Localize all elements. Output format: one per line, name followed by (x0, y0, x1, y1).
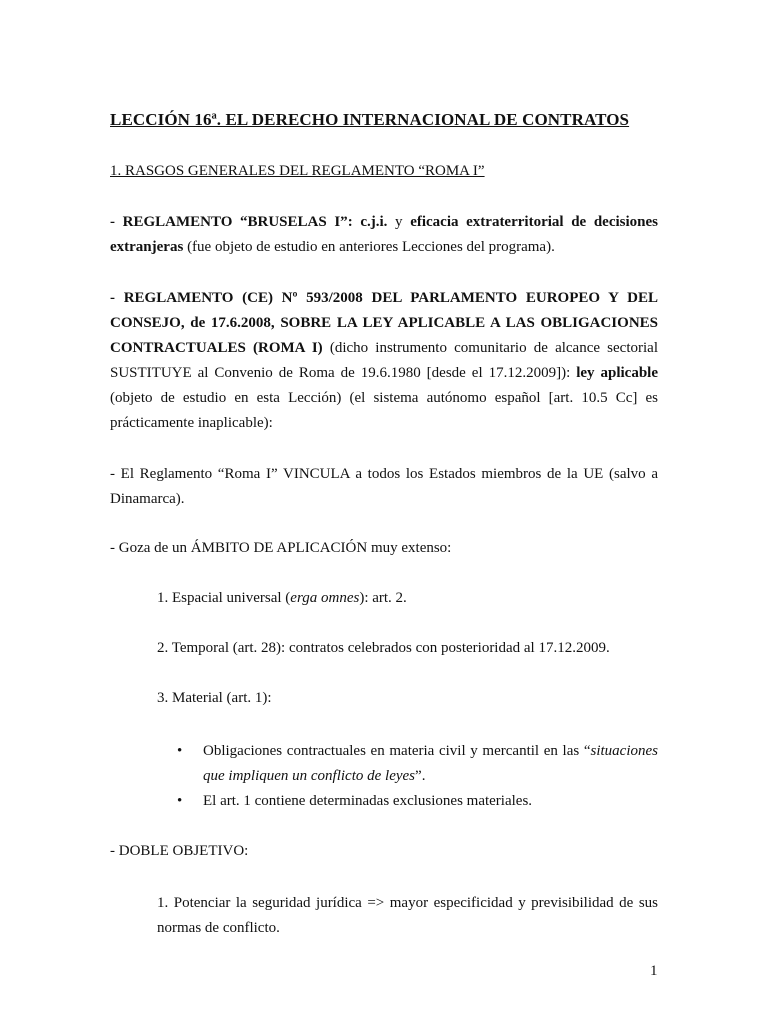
text-bold: - REGLAMENTO “BRUSELAS I” (110, 214, 348, 230)
text-bold: : (347, 214, 361, 230)
bullet-item (173, 789, 658, 814)
text: (dicho instrumento comunitario de alcance sectorial SUSTITUYE al Convenio de Roma de 19.6.1980 [desde el 17.12.2009]): (110, 340, 658, 381)
text: ”. (415, 768, 426, 784)
text: 1. Espacial universal ( (157, 590, 291, 606)
paragraph-doble-objetivo: - DOBLE OBJETIVO: (110, 843, 249, 859)
paragraph-bruselas (110, 210, 658, 260)
text-bold: ley aplicable (576, 365, 658, 381)
text: (objeto de estudio en esta Lección) (el sistema autónomo español [art. 10.5 Cc] es prácticamente inaplicable): (110, 390, 658, 431)
bullet-icon: • (177, 743, 183, 759)
text: (fue objeto de estudio en anteriores Lecciones del programa). (183, 239, 555, 255)
paragraph-ambito: - Goza de un ÁMBITO DE APLICACIÓN muy extenso: (110, 540, 452, 556)
text-italic: situaciones que impliquen un conflicto de leyes (203, 743, 658, 784)
list-item-espacial (157, 590, 407, 607)
text-bold: c.j.i. (360, 214, 388, 230)
text: y (387, 214, 411, 230)
text-bold: - REGLAMENTO (CE) Nº 593/2008 DEL PARLAMENTO EUROPEO Y DEL CONSEJO, de 17.6.2008, SOBRE LA LEY APLICABLE A LAS OBLIGACIONES CONTRACTUALES (ROMA I) (110, 290, 658, 356)
paragraph-roma-i (110, 286, 658, 436)
text: Obligaciones contractuales en materia civil y mercantil en las “ (203, 743, 591, 759)
paragraph-vincula: - El Reglamento “Roma I” VINCULA a todos los Estados miembros de la UE (salvo a Dinamarca). (110, 466, 658, 507)
text: ): art. 2. (359, 590, 407, 606)
page-number: 1 (650, 963, 658, 979)
list-item-objetivo-1: 1. Potenciar la seguridad jurídica => mayor especificidad y previsibilidad de sus normas de conflicto. (157, 895, 658, 936)
bullet-item (173, 739, 658, 789)
text: El art. 1 contiene determinadas exclusiones materiales. (203, 793, 533, 809)
section-heading: 1. RASGOS GENERALES DEL REGLAMENTO “ROMA I” (110, 163, 485, 179)
lesson-title: LECCIÓN 16ª. EL DERECHO INTERNACIONAL DE CONTRATOS (110, 110, 630, 129)
bullet-icon: • (177, 793, 183, 809)
text-italic: erga omnes (290, 590, 360, 606)
bullet-list (173, 739, 658, 814)
text-bold: eficacia extraterritorial de decisiones extranjeras (110, 214, 659, 255)
list-item-temporal: 2. Temporal (art. 28): contratos celebrados con posterioridad al 17.12.2009. (157, 640, 610, 656)
list-item-material: 3. Material (art. 1): (157, 690, 272, 706)
